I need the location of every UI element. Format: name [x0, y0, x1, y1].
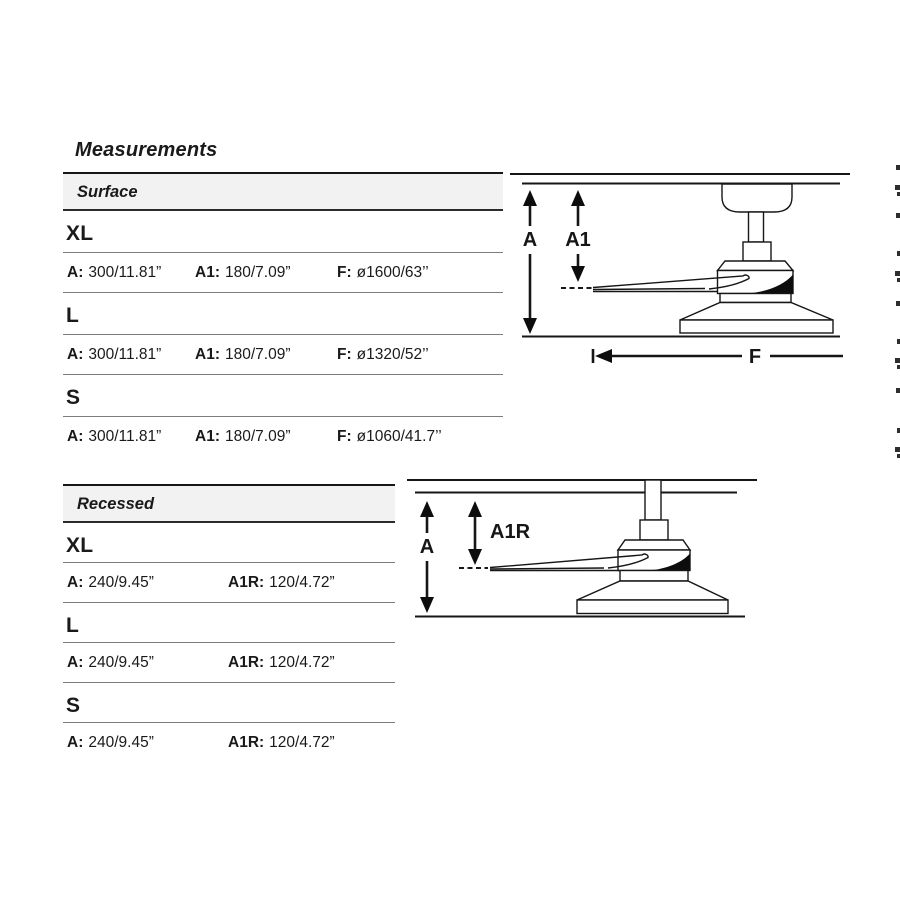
spec-label: A: — [67, 734, 84, 751]
size-heading-s: S — [63, 375, 503, 417]
dim-label-a: A — [419, 536, 435, 558]
spec-value: 240/9.45” — [88, 654, 154, 671]
recessed-fan-drawing — [400, 470, 760, 625]
spec-label: A1: — [195, 346, 220, 363]
spec-label: A1: — [195, 428, 220, 445]
size-heading-l: L — [63, 603, 395, 643]
spec-value: 120/4.72” — [269, 574, 335, 591]
surface-header-label: Surface — [77, 183, 138, 201]
surface-table-header — [63, 174, 503, 211]
dim-label-a1: A1 — [565, 229, 591, 251]
spec-value: 300/11.81” — [88, 264, 162, 281]
clipped-text-fragment — [896, 301, 900, 306]
spec-value: 300/11.81” — [88, 428, 162, 445]
recessed-spec-table — [63, 484, 395, 763]
spec-value: 180/7.09” — [224, 264, 291, 281]
dim-label-a1r: A1R — [490, 521, 531, 543]
spec-value: 120/4.72” — [269, 734, 335, 751]
clipped-text-fragment — [895, 447, 900, 452]
spec-value: 240/9.45” — [88, 574, 154, 591]
recessed-header-label: Recessed — [77, 495, 155, 513]
clipped-text-fragment — [896, 388, 900, 393]
spec-label: A: — [67, 264, 84, 281]
spec-value: ø1600/63’’ — [356, 264, 429, 281]
surface-mount-diagram — [505, 165, 865, 370]
spec-label: A: — [67, 654, 84, 671]
spec-label: F: — [337, 346, 352, 363]
size-heading-xl: XL — [63, 523, 395, 563]
table-row — [63, 335, 503, 375]
spec-value: 180/7.09” — [224, 346, 291, 363]
spec-value: 240/9.45” — [88, 734, 154, 751]
spec-label: F: — [337, 264, 352, 281]
clipped-text-fragment — [896, 165, 900, 170]
surface-fan-drawing — [505, 165, 865, 370]
table-row — [63, 563, 395, 603]
spec-label: A1: — [195, 264, 220, 281]
table-row — [63, 643, 395, 683]
spec-label: A: — [67, 346, 84, 363]
clipped-text-fragment — [895, 185, 900, 190]
spec-label: F: — [337, 428, 352, 445]
table-row — [63, 253, 503, 293]
recessed-table-header — [63, 486, 395, 523]
spec-label: A1R: — [228, 654, 265, 671]
dim-label-a: A — [522, 229, 538, 251]
size-heading-xl: XL — [63, 211, 503, 253]
spec-value: ø1060/41.7’’ — [356, 428, 442, 445]
clipped-text-fragment — [895, 358, 900, 363]
spec-label: A: — [67, 428, 84, 445]
spec-label: A1R: — [228, 734, 265, 751]
spec-label: A: — [67, 574, 84, 591]
surface-spec-table — [63, 172, 503, 457]
dim-label-f: F — [748, 346, 762, 368]
clipped-text-fragment — [896, 213, 900, 218]
spec-label: A1R: — [228, 574, 265, 591]
spec-value: 300/11.81” — [88, 346, 162, 363]
table-row — [63, 723, 395, 763]
recessed-mount-diagram — [400, 470, 760, 625]
clipped-right-column — [894, 0, 900, 900]
table-row — [63, 417, 503, 457]
size-heading-l: L — [63, 293, 503, 335]
size-heading-s: S — [63, 683, 395, 723]
page-title: Measurements — [75, 139, 218, 161]
clipped-text-fragment — [895, 271, 900, 276]
spec-value: ø1320/52’’ — [356, 346, 429, 363]
spec-value: 120/4.72” — [269, 654, 335, 671]
spec-value: 180/7.09” — [224, 428, 291, 445]
